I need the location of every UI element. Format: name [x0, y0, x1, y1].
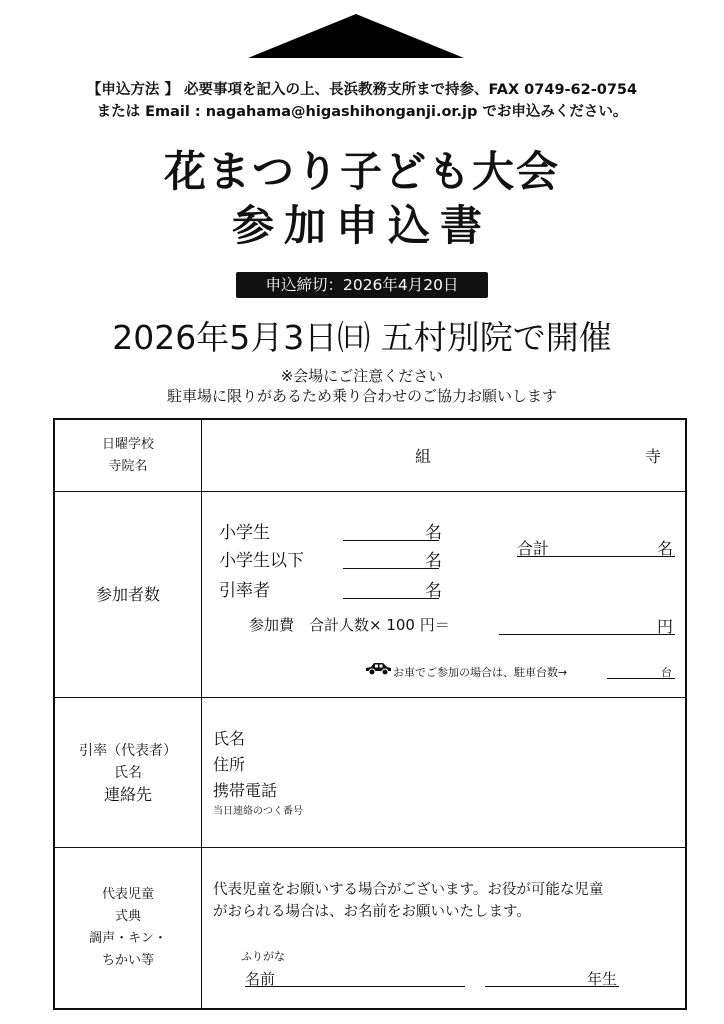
child-grade-label: 年生 — [587, 970, 618, 988]
total-unit: 名 — [657, 539, 674, 558]
car-icon — [363, 660, 393, 676]
participants-row — [55, 492, 685, 698]
application-method-line2: または Email : nagahama@higashihonganji.or.jp でお申込みください。 — [96, 104, 628, 120]
representative-desc-line2: がおられる場合は、お名前をお願いいたします。 — [213, 904, 531, 920]
representative-field[interactable] — [203, 848, 685, 1008]
leader-label-line2: 氏名 — [114, 764, 142, 781]
event-date-venue: 2026年5月3日㈰ 五村別院で開催 — [112, 318, 612, 357]
page-subtitle: 参加申込書 — [231, 201, 492, 250]
representative-row — [55, 848, 685, 1008]
leader-label-line1: 引率（代表者） — [79, 742, 177, 759]
school-field[interactable] — [203, 420, 685, 491]
chaperone-unit: 名 — [425, 581, 442, 601]
application-method-line1: 【申込方法 】 必要事項を記入の上、長浜教務支所まで持参、FAX 0749-62-0754 — [86, 82, 638, 98]
application-form — [53, 418, 687, 1010]
leader-row — [55, 698, 685, 848]
tera-label: 寺 — [645, 447, 662, 466]
below-elementary-label: 小学生以下 — [219, 551, 304, 571]
representative-label-line4: ちかい等 — [101, 953, 154, 968]
elementary-unit: 名 — [425, 523, 442, 543]
below-elementary-unit: 名 — [425, 551, 442, 571]
representative-desc-line1: 代表児童をお願いする場合がございます。お役が可能な児童 — [213, 882, 604, 898]
total-label: 合計 — [517, 539, 550, 558]
participants-field[interactable] — [203, 492, 685, 697]
representative-label-line1: 代表児童 — [101, 887, 154, 902]
elementary-label: 小学生 — [219, 523, 270, 543]
leader-field[interactable] — [203, 698, 685, 847]
parking-note: 駐車場に限りがあるため乗り合わせのご協力お願いします — [166, 387, 557, 405]
participants-label-text: 参加者数 — [95, 584, 160, 604]
leader-phone-note: 当日連絡のつく番号 — [213, 806, 303, 817]
child-name-line[interactable] — [245, 986, 465, 987]
fee-amount-line[interactable] — [499, 634, 675, 635]
leader-label — [55, 698, 202, 847]
venue-note: ※会場にご注意ください — [280, 367, 444, 385]
school-row — [55, 420, 685, 492]
total-count-line[interactable] — [517, 556, 675, 557]
kumi-label: 組 — [415, 447, 432, 466]
furigana-label: ふりがな — [241, 950, 285, 963]
leader-label-line3: 連絡先 — [103, 784, 152, 804]
leader-phone-label: 携帯電話 — [213, 781, 278, 800]
school-label-line1: 日曜学校 — [101, 436, 154, 452]
representative-label-line2: 式典 — [114, 909, 141, 924]
participants-label — [55, 492, 202, 697]
car-text: お車でご参加の場合は、駐車台数→ — [393, 666, 568, 679]
page-title: 花まつり子ども大会 — [163, 147, 560, 196]
header-triangle — [248, 14, 464, 58]
fee-label: 参加費 合計人数× 100 円＝ — [249, 616, 450, 634]
child-name-label: 名前 — [245, 970, 276, 988]
representative-label-line3: 調声・キン・ — [89, 931, 167, 946]
school-label-line2: 寺院名 — [108, 458, 148, 474]
chaperone-label: 引率者 — [219, 581, 270, 601]
representative-label — [55, 848, 202, 1008]
leader-address-label: 住所 — [213, 755, 246, 774]
leader-name-label: 氏名 — [213, 729, 246, 748]
fee-unit: 円 — [657, 617, 674, 636]
deadline-badge: 申込締切：2026年4月20日 — [236, 272, 488, 298]
school-label — [55, 420, 202, 491]
car-unit: 台 — [661, 666, 672, 679]
